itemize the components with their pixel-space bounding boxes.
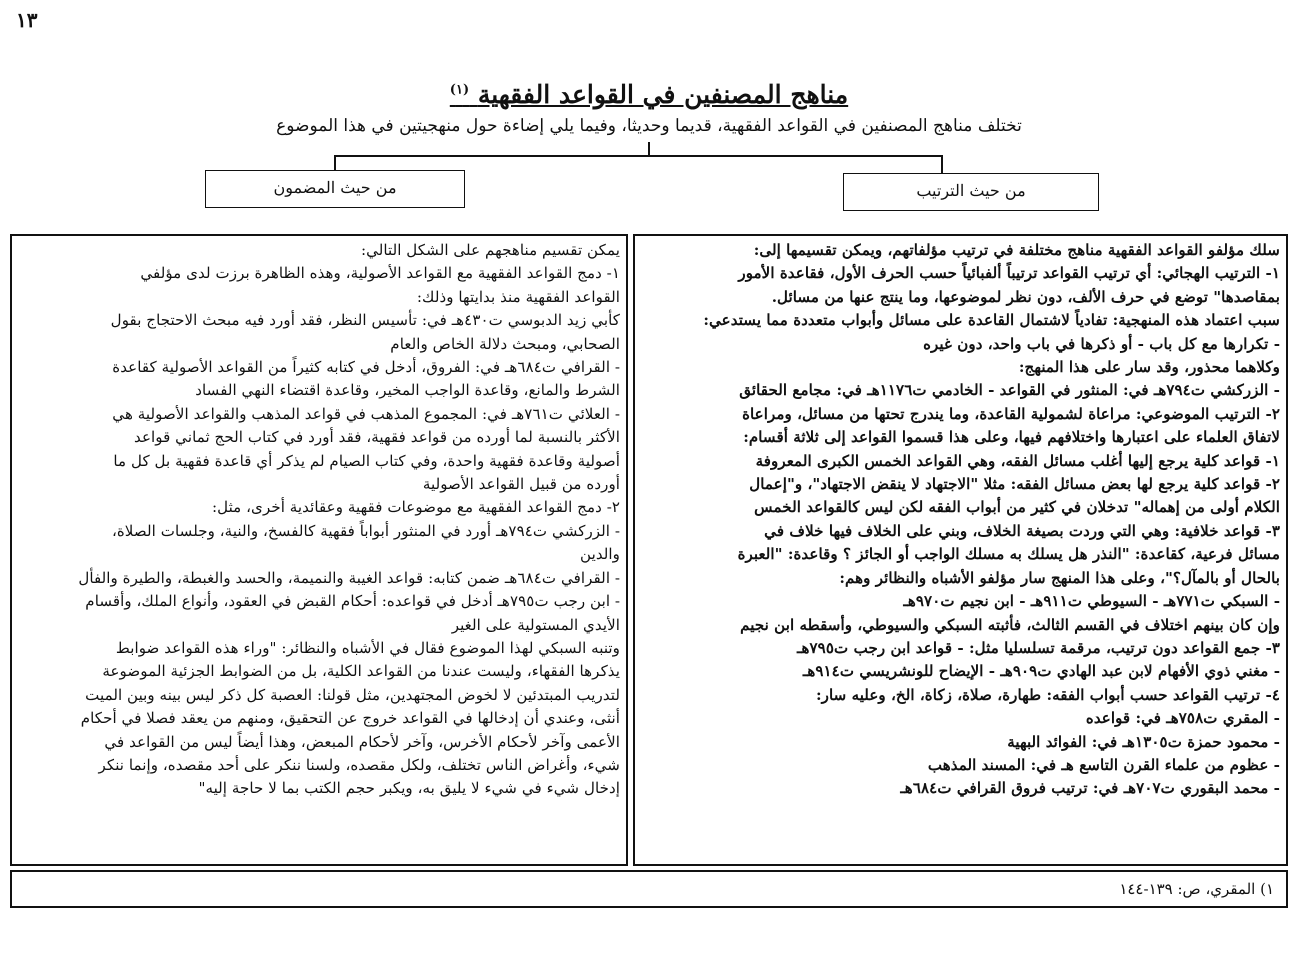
text-line: القواعد الفقهية منذ بدايتها وذلك: xyxy=(416,287,620,306)
text-line: ٤- ترتيب القواعد حسب أبواب الفقه: طهارة، صلاة، زكاة، الخ، وعليه سار: xyxy=(816,685,1280,704)
text-line: - القرافي ت٦٨٤هـ ضمن كتابه: قواعد الغيبة والنميمة، والحسد والغبطة، والطيرة والفأل xyxy=(78,568,620,587)
text-line: - عظوم من علماء القرن التاسع هـ في: المسند المذهب xyxy=(927,755,1280,774)
text-line: لاتفاق العلماء على اعتبارها واختلافهم فيها، وعلى هذا قسموا القواعد إلى ثلاثة أقسام: xyxy=(743,428,1280,447)
text-line: - محمد البقوري ت٧٠٧هـ في: ترتيب فروق القرافي ت٦٨٤هـ xyxy=(900,779,1280,798)
text-line: الأعمى وآخر لأحكام الأخرس، وآخر لأحكام المبعض، وهذا أيضاً ليس من القواعد في xyxy=(104,732,620,751)
text-line: مسائل فرعية، كقاعدة: "النذر هل يسلك به مسلك الواجب أو الجائز ؟ وقاعدة: "العبرة xyxy=(737,545,1280,564)
text-line: وإن كان بينهم اختلاف في القسم الثالث، فأثبته السبكي والسيوطي، وأسقطه ابن نجيم xyxy=(740,615,1280,634)
footnote: ١) المقري، ص: ١٣٩-١٤٤ xyxy=(10,870,1288,908)
text-line: الشرط والمانع، وقاعدة الواجب المخير، وقاعدة اقتضاء النهي الفساد xyxy=(195,381,620,400)
text-line: - القرافي ت٦٨٤هـ في: الفروق، أدخل في كتابه كثيراً من القواعد الأصولية كقاعدة xyxy=(112,358,620,377)
title-footnote-ref: (١) xyxy=(449,82,470,98)
tree-right-drop xyxy=(941,155,943,173)
text-line: سبب اعتماد هذه المنهجية: تفادياً لاشتمال القاعدة على مسائل وأبواب متعددة مما يستدعي: xyxy=(703,311,1280,330)
text-line: كأبي زيد الدبوسي ت٤٣٠هـ في: تأسيس النظر، فقد أورد فيه مبحث الاحتجاج بقول xyxy=(110,311,620,330)
title-text: مناهج المصنفين في القواعد الفقهية xyxy=(477,80,849,109)
text-line: - محمود حمزة ت١٣٠٥هـ في: الفوائد البهية xyxy=(1007,732,1280,751)
page-title xyxy=(0,80,1298,109)
text-line: الأكثر بالنسبة لما أورده من قواعد فقهية، فقد أورد في كتاب الحج ثماني قواعد xyxy=(134,428,620,447)
text-line: - الزركشي ت٧٩٤هـ في: المنثور في القواعد - الخادمي ت١١٧٦هـ في: مجامع الحقائق xyxy=(739,381,1280,400)
text-line: يذكرها الفقهاء، وليست عندنا من القواعد الكلية، بل من الضوابط الجزئية الموضوعة xyxy=(102,662,620,681)
tree-branch xyxy=(334,155,942,157)
text-line: - تكرارها مع كل باب - أو ذكرها في باب واحد، دون غيره xyxy=(923,334,1280,353)
text-line: ٣- قواعد خلافية: وهي التي وردت بصيغة الخلاف، وبني على الخلاف فيها خلاف في xyxy=(764,521,1280,540)
text-line: بمقاصدها" توضع في حرف الألف، دون نظر لموضوعها، وما ينتج عنها من مسائل. xyxy=(771,287,1280,306)
text-line: يمكن تقسيم مناهجهم على الشكل التالي: xyxy=(360,241,620,259)
text-line: والدين xyxy=(580,545,620,564)
text-line: - ابن رجب ت٧٩٥هـ أدخل في قواعده: أحكام القبض في العقود، وأنواع الملك، وأقسام xyxy=(85,592,620,611)
category-content-box: من حيث المضمون xyxy=(205,170,465,208)
text-line: إدخال شيء في شيء لا يليق به، ويكبر حجم الكتب بما لا حاجة إليه" xyxy=(198,779,620,798)
text-line: شيء، وأغراض الناس تختلف، ولكل مقصده، ولسنا ننكر على أحد مقصده، وإنما ننكر xyxy=(98,755,620,774)
text-line: سلك مؤلفو القواعد الفقهية مناهج مختلفة في ترتيب مؤلفاتهم، ويمكن تقسيمها إلى: xyxy=(753,241,1280,259)
text-line: الأيدي المستولية على الغير xyxy=(451,615,620,634)
text-line: الصحابي، ومبحث دلالة الخاص والعام xyxy=(390,334,620,353)
text-line: - الزركشي ت٧٩٤هـ أورد في المنثور أبواباً فقهية كالفسخ، والنية، وجلسات الصلاة، xyxy=(111,521,620,540)
tree-left-drop xyxy=(334,155,336,171)
page-number: ١٣ xyxy=(16,8,38,32)
page-subtitle: تختلف مناهج المصنفين في القواعد الفقهية، قديما وحديثا، وفيما يلي إضاءة حول منهجيتين في هذا الموضوع xyxy=(276,116,1022,136)
text-line: بالحال أو بالمآل؟"، وعلى هذا المنهج سار مؤلفو الأشباه والنظائر وهم: xyxy=(839,568,1280,587)
content-column xyxy=(10,234,628,866)
text-line: - العلائي ت٧٦١هـ في: المجموع المذهب في قواعد المذهب والقواعد الأصولية هي xyxy=(112,404,620,423)
text-line: ٢- قواعد كلية يرجع لها بعض مسائل الفقه: مثلا "الاجتهاد لا ينقض الاجتهاد"، و"إعمال xyxy=(749,475,1280,494)
order-column xyxy=(633,234,1288,866)
text-line: أنثى، وعندي أن إدخالها في القواعد خروج عن التحقيق، ومنهم من يعقد فصلا في أحكام xyxy=(80,709,620,728)
text-line: ٢- دمج القواعد الفقهية مع موضوعات فقهية وعقائدية أخرى، مثل: xyxy=(211,498,620,517)
text-line: أصولية وقاعدة فقهية واحدة، وفي كتاب الصيام لم يذكر أي قاعدة فقهية بل كل ما xyxy=(113,451,620,470)
text-line: أورده من قبيل القواعد الأصولية xyxy=(422,475,620,494)
text-line: الكلام أولى من إهماله" تدخلان في كثير من أبواب الفقه لكن ليس كالقواعد الخمس xyxy=(754,498,1280,517)
text-line: وكلاهما محذور، وقد سار على هذا المنهج: xyxy=(1018,358,1280,377)
tree-stem xyxy=(648,142,650,156)
text-line: لتدريب المبتدئين لا لخوض المجتهدين، مثل قولنا: العصبة كل ذكر ليس بينه وبين الميت xyxy=(85,685,620,704)
text-line: - مغني ذوي الأفهام لابن عبد الهادي ت٩٠٩هـ - الإيضاح للونشريسي ت٩١٤هـ xyxy=(802,662,1280,681)
text-line: ٢- الترتيب الموضوعي: مراعاة لشمولية القاعدة، وما يندرج تحتها من مسائل، ومراعاة xyxy=(742,404,1280,423)
category-order-box: من حيث الترتيب xyxy=(843,173,1099,211)
text-line: ١- الترتيب الهجائي: أي ترتيب القواعد ترتيباً ألفبائياً حسب الحرف الأول، فقاعدة الأمور xyxy=(738,264,1280,283)
text-line: ١- قواعد كلية يرجع إليها أغلب مسائل الفقه، وهي القواعد الخمس الكبرى المعروفة xyxy=(755,451,1280,470)
text-line: ١- دمج القواعد الفقهية مع القواعد الأصولية، وهذه الظاهرة برزت لدى مؤلفي xyxy=(140,264,620,283)
text-line: - السبكي ت٧٧١هـ - السيوطي ت٩١١هـ - ابن نجيم ت٩٧٠هـ xyxy=(903,592,1280,611)
text-line: وتنبه السبكي لهذا الموضوع فقال في الأشباه والنظائر: "وراء هذه القواعد ضوابط xyxy=(115,638,620,657)
text-line: - المقري ت٧٥٨هـ في: قواعده xyxy=(1085,709,1280,728)
text-line: ٣- جمع القواعد دون ترتيب، مرقمة تسلسليا مثل: - قواعد ابن رجب ت٧٩٥هـ xyxy=(797,638,1280,657)
